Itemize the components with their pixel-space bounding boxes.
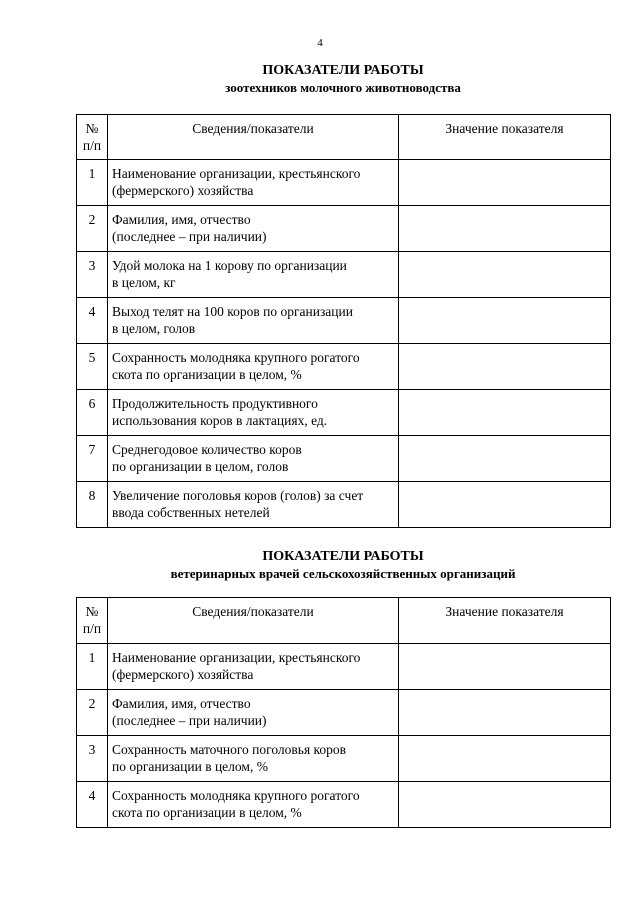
header-indicator: Сведения/показатели — [108, 598, 399, 644]
row-indicator — [108, 690, 399, 736]
indicator-line: Сохранность молодняка крупного рогатого — [112, 350, 360, 365]
table-row — [77, 252, 611, 298]
row-number: 1 — [77, 644, 108, 690]
indicator-line: по организации в целом, голов — [112, 459, 289, 474]
header-indicator: Сведения/показатели — [108, 115, 399, 160]
row-number: 8 — [77, 482, 108, 528]
indicator-line: Фамилия, имя, отчество — [112, 696, 251, 711]
header-num-line1: № — [85, 121, 99, 136]
table-row — [77, 782, 611, 828]
value-cell[interactable] — [399, 436, 611, 482]
indicator-line: ввода собственных нетелей — [112, 505, 270, 520]
row-indicator — [108, 736, 399, 782]
section-heading: ПОКАЗАТЕЛИ РАБОТЫ — [262, 549, 424, 564]
row-indicator — [108, 482, 399, 528]
value-cell[interactable] — [399, 644, 611, 690]
row-indicator — [108, 206, 399, 252]
indicator-line: по организации в целом, % — [112, 759, 268, 774]
header-num-line1: № — [85, 604, 99, 619]
header-num — [77, 598, 108, 644]
section-title-zootechnicians — [76, 62, 610, 96]
table-row — [77, 436, 611, 482]
row-number: 4 — [77, 298, 108, 344]
indicator-line: (последнее – при наличии) — [112, 229, 267, 244]
row-indicator — [108, 344, 399, 390]
table-row — [77, 390, 611, 436]
header-num-line2: п/п — [82, 138, 102, 153]
table-header-row — [77, 115, 611, 160]
table-row — [77, 482, 611, 528]
row-number: 7 — [77, 436, 108, 482]
page-number: 4 — [317, 37, 323, 49]
value-cell[interactable] — [399, 690, 611, 736]
row-indicator — [108, 782, 399, 828]
zootechnicians-table — [76, 114, 611, 528]
header-value: Значение показателя — [399, 598, 611, 644]
row-number: 5 — [77, 344, 108, 390]
indicator-line: Сохранность маточного поголовья коров — [112, 742, 347, 757]
value-cell[interactable] — [399, 736, 611, 782]
indicator-line: Выход телят на 100 коров по организации — [112, 304, 353, 319]
row-indicator — [108, 390, 399, 436]
table-row — [77, 736, 611, 782]
value-cell[interactable] — [399, 206, 611, 252]
header-num — [77, 115, 108, 160]
header-value: Значение показателя — [399, 115, 611, 160]
row-indicator — [108, 298, 399, 344]
table-header-row — [77, 598, 611, 644]
table-row — [77, 644, 611, 690]
header-num-line2: п/п — [82, 621, 102, 636]
row-number: 1 — [77, 160, 108, 206]
indicator-line: Сохранность молодняка крупного рогатого — [112, 788, 360, 803]
indicator-line: Наименование организации, крестьянского — [112, 650, 361, 665]
indicator-line: Среднегодовое количество коров — [112, 442, 302, 457]
section-subheading: зоотехников молочного животноводства — [225, 80, 461, 95]
row-number: 2 — [77, 206, 108, 252]
section-title-veterinarians — [76, 548, 610, 582]
value-cell[interactable] — [399, 390, 611, 436]
indicator-line: Наименование организации, крестьянского — [112, 166, 361, 181]
veterinarians-table — [76, 597, 611, 828]
indicator-line: (последнее – при наличии) — [112, 713, 267, 728]
indicator-line: Фамилия, имя, отчество — [112, 212, 251, 227]
row-indicator — [108, 252, 399, 298]
indicator-line: Продолжительность продуктивного — [112, 396, 318, 411]
row-number: 2 — [77, 690, 108, 736]
value-cell[interactable] — [399, 782, 611, 828]
value-cell[interactable] — [399, 298, 611, 344]
table-row — [77, 160, 611, 206]
row-indicator — [108, 644, 399, 690]
indicator-line: в целом, кг — [112, 275, 176, 290]
value-cell[interactable] — [399, 160, 611, 206]
indicator-line: в целом, голов — [112, 321, 196, 336]
row-number: 3 — [77, 252, 108, 298]
table-row — [77, 298, 611, 344]
row-indicator — [108, 436, 399, 482]
section-subheading: ветеринарных врачей сельскохозяйственных организаций — [170, 566, 516, 581]
indicator-line: (фермерского) хозяйства — [112, 667, 254, 682]
value-cell[interactable] — [399, 344, 611, 390]
section-heading: ПОКАЗАТЕЛИ РАБОТЫ — [262, 63, 424, 78]
value-cell[interactable] — [399, 252, 611, 298]
row-number: 6 — [77, 390, 108, 436]
value-cell[interactable] — [399, 482, 611, 528]
indicator-line: скота по организации в целом, % — [112, 367, 302, 382]
row-number: 4 — [77, 782, 108, 828]
table-row — [77, 206, 611, 252]
row-indicator — [108, 160, 399, 206]
indicator-line: скота по организации в целом, % — [112, 805, 302, 820]
indicator-line: Увеличение поголовья коров (голов) за счет — [112, 488, 364, 503]
indicator-line: (фермерского) хозяйства — [112, 183, 254, 198]
table-row — [77, 344, 611, 390]
table-row — [77, 690, 611, 736]
row-number: 3 — [77, 736, 108, 782]
indicator-line: Удой молока на 1 корову по организации — [112, 258, 347, 273]
indicator-line: использования коров в лактациях, ед. — [112, 413, 328, 428]
